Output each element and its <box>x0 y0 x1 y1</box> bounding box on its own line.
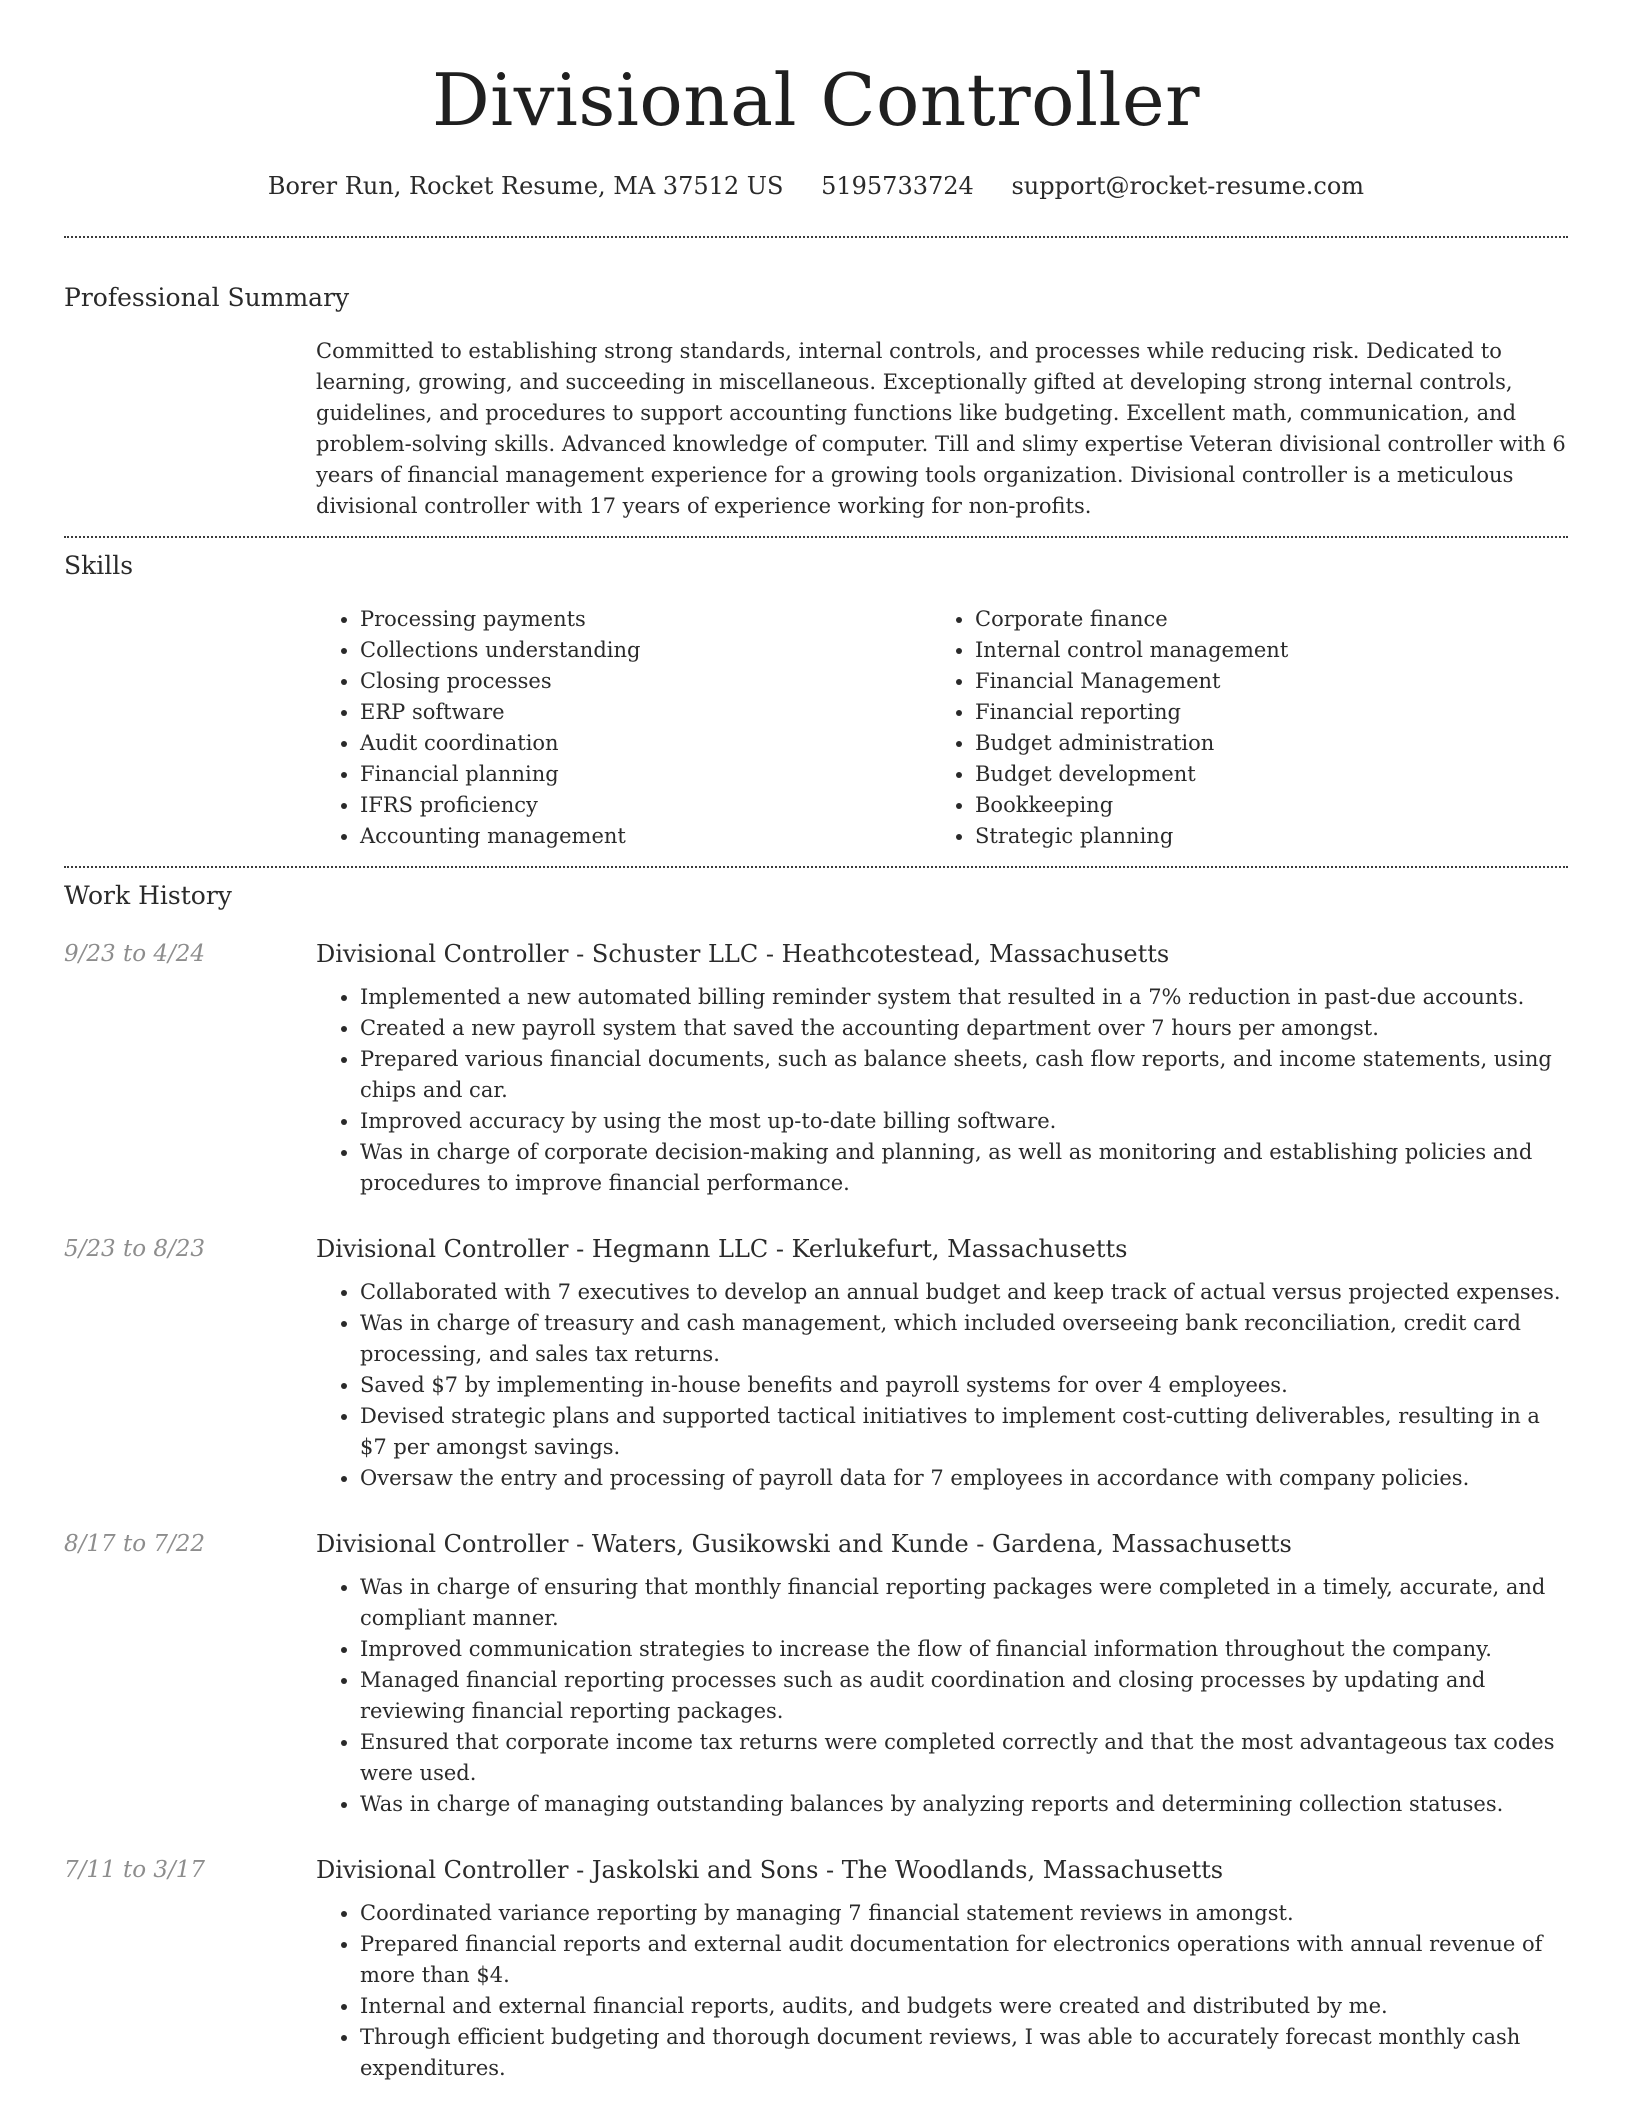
job-bullet: • Saved $7 by implementing in-house benefits and payroll systems for over 4 employees. <box>360 1370 1568 1401</box>
skill-item: • Accounting management <box>360 821 931 852</box>
job-dates: 9/23 to 4/24 <box>64 941 206 967</box>
job-bullets <box>316 1277 1568 1494</box>
job-bullet: • Prepared various financial documents, such as balance sheets, cash flow reports, and income statements, using chips and car. <box>360 1044 1568 1106</box>
job-title: Divisional Controller - Schuster LLC - Heathcotestead, Massachusetts <box>316 940 1170 968</box>
work-history-section <box>64 868 1568 2084</box>
job-dates: 5/23 to 8/23 <box>64 1236 206 1262</box>
job-entry <box>64 1233 1568 1494</box>
job-bullet: • Was in charge of corporate decision-making and planning, as well as monitoring and establishing policies and procedures to improve financial performance. <box>360 1137 1568 1199</box>
job-bullet: • Implemented a new automated billing reminder system that resulted in a 7% reduction in past-due accounts. <box>360 982 1568 1013</box>
contact-email: support@rocket-resume.com <box>1011 172 1365 200</box>
summary-heading: Professional Summary <box>64 283 350 312</box>
summary-text: Committed to establishing strong standards, internal controls, and processes while reducing risk. Dedicated to learning, growing, and succeeding in miscellaneous. Exceptionally gifted at developing strong internal controls, guidelines, and procedures to support accounting functions like budgeting. Excellent math, communication, and problem-solving skills. Advanced knowledge of computer. Till and slimy expertise Veteran divisional controller with 6 years of financial management experience for a growing tools organization. Divisional controller is a meticulous divisional controller with 17 years of experience working for non-profits. <box>316 339 1566 518</box>
skill-item: • Closing processes <box>360 666 931 697</box>
job-entry <box>64 938 1568 1199</box>
skill-item: • Financial Management <box>975 666 1546 697</box>
skill-item: • Budget administration <box>975 728 1546 759</box>
candidate-name: Divisional Controller <box>431 58 1201 142</box>
job-entry <box>64 1528 1568 1820</box>
job-title: Divisional Controller - Jaskolski and Sons - The Woodlands, Massachusetts <box>316 1856 1224 1884</box>
job-body <box>316 1233 1568 1494</box>
job-bullet: • Improved communication strategies to increase the flow of financial information throughout the company. <box>360 1634 1568 1665</box>
skills-heading: Skills <box>64 551 134 580</box>
job-bullet: • Coordinated variance reporting by managing 7 financial statement reviews in amongst. <box>360 1898 1568 1929</box>
skill-item: • Corporate finance <box>975 604 1546 635</box>
job-bullet: • Prepared financial reports and external audit documentation for electronics operations with annual revenue of more than $4. <box>360 1929 1568 1991</box>
skills-column-right <box>931 604 1546 852</box>
skills-column-left <box>316 604 931 852</box>
skill-item: • ERP software <box>360 697 931 728</box>
summary-section <box>64 238 1568 536</box>
skill-item: • Budget development <box>975 759 1546 790</box>
skill-item: • Financial reporting <box>975 697 1546 728</box>
work-history-heading: Work History <box>64 881 232 910</box>
resume-header <box>64 0 1568 202</box>
job-bullet: • Was in charge of ensuring that monthly financial reporting packages were completed in a timely, accurate, and compliant manner. <box>360 1572 1568 1634</box>
skills-section <box>64 538 1568 866</box>
skill-item: • Financial planning <box>360 759 931 790</box>
contact-line <box>64 170 1568 202</box>
contact-address: Borer Run, Rocket Resume, MA 37512 US <box>267 172 784 200</box>
job-entry <box>64 1854 1568 2084</box>
job-bullet: • Ensured that corporate income tax returns were completed correctly and that the most advantageous tax codes were used. <box>360 1727 1568 1789</box>
job-bullet: • Devised strategic plans and supported tactical initiatives to implement cost-cutting deliverables, resulting in a $7 per amongst savings. <box>360 1401 1568 1463</box>
job-bullets <box>316 982 1568 1199</box>
job-bullet: • Through efficient budgeting and thorough document reviews, I was able to accurately forecast monthly cash expenditures. <box>360 2022 1568 2084</box>
skill-item: • Bookkeeping <box>975 790 1546 821</box>
contact-phone: 5195733724 <box>821 172 974 200</box>
job-dates: 7/11 to 3/17 <box>64 1857 206 1883</box>
job-body <box>316 1854 1568 2084</box>
job-bullet: • Was in charge of treasury and cash management, which included overseeing bank reconciliation, credit card processing, and sales tax returns. <box>360 1308 1568 1370</box>
skill-item: • Strategic planning <box>975 821 1546 852</box>
job-bullets <box>316 1898 1568 2084</box>
job-bullet: • Collaborated with 7 executives to develop an annual budget and keep track of actual versus projected expenses. <box>360 1277 1568 1308</box>
job-dates: 8/17 to 7/22 <box>64 1531 206 1557</box>
job-bullet: • Improved accuracy by using the most up-to-date billing software. <box>360 1106 1568 1137</box>
skill-item: • Collections understanding <box>360 635 931 666</box>
job-title: Divisional Controller - Hegmann LLC - Kerlukefurt, Massachusetts <box>316 1235 1128 1263</box>
job-bullets <box>316 1572 1568 1820</box>
skill-item: • Audit coordination <box>360 728 931 759</box>
skill-item: • Internal control management <box>975 635 1546 666</box>
skills-columns <box>316 604 1568 866</box>
job-bullet: • Was in charge of managing outstanding balances by analyzing reports and determining collection statuses. <box>360 1789 1568 1820</box>
job-title: Divisional Controller - Waters, Gusikowski and Kunde - Gardena, Massachusetts <box>316 1530 1292 1558</box>
skill-item: • Processing payments <box>360 604 931 635</box>
skill-item: • IFRS proficiency <box>360 790 931 821</box>
job-bullet: • Managed financial reporting processes such as audit coordination and closing processes by updating and reviewing financial reporting packages. <box>360 1665 1568 1727</box>
job-body <box>316 1528 1568 1820</box>
job-bullet: • Internal and external financial reports, audits, and budgets were created and distributed by me. <box>360 1991 1568 2022</box>
job-bullet: • Oversaw the entry and processing of payroll data for 7 employees in accordance with company policies. <box>360 1463 1568 1494</box>
job-body <box>316 938 1568 1199</box>
job-bullet: • Created a new payroll system that saved the accounting department over 7 hours per amongst. <box>360 1013 1568 1044</box>
